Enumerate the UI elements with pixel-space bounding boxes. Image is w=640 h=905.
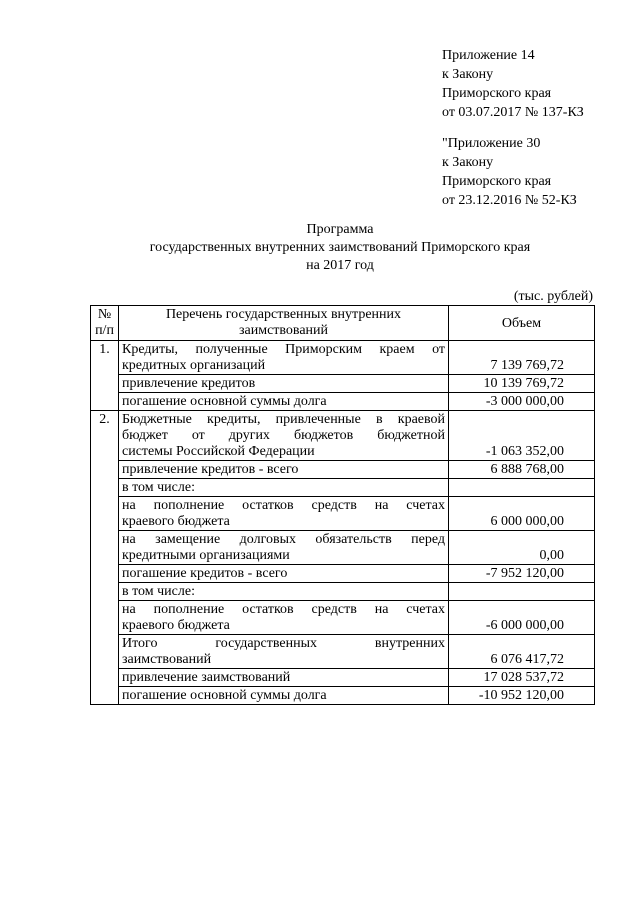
description-last-line: погашение основной суммы долга [122, 394, 327, 409]
annex-line: "Приложение 30 [442, 136, 541, 151]
description-last-line: погашение кредитов - всего [122, 566, 288, 581]
description-last-line: привлечение заимствований [122, 670, 291, 685]
annex-line: Приморского края [442, 86, 552, 101]
row-description [119, 497, 449, 531]
description-last-line: краевого бюджета [122, 618, 230, 633]
table-row [91, 375, 595, 393]
annex-line: к Закону [442, 155, 494, 170]
description-last-line: кредитными организациями [122, 548, 290, 563]
description-main: на замещение долговых обязательств перед [122, 532, 445, 547]
description-last-line: системы Российской Федерации [122, 444, 315, 459]
annex-line: от 03.07.2017 № 137-КЗ [442, 105, 584, 120]
row-description [119, 479, 449, 497]
row-amount [449, 583, 595, 601]
row-amount: -1 063 352,00 [449, 411, 595, 461]
description-last-line: в том числе: [122, 584, 195, 599]
row-amount: -10 952 120,00 [449, 687, 595, 705]
row-description [119, 375, 449, 393]
description-main: Кредиты, полученные Приморским краем от [122, 342, 445, 357]
description-last-line: привлечение кредитов [122, 376, 256, 391]
table-row [91, 461, 595, 479]
row-amount: 6 000 000,00 [449, 497, 595, 531]
row-description [119, 687, 449, 705]
annex-line: Приморского края [442, 174, 552, 189]
title-line: государственных внутренних заимствований Приморского края [149, 240, 531, 255]
row-amount: 6 076 417,72 [449, 635, 595, 669]
row-amount: 10 139 769,72 [449, 375, 595, 393]
row-description [119, 583, 449, 601]
description-last-line: погашение основной суммы долга [122, 688, 327, 703]
annex-line: от 23.12.2016 № 52-КЗ [442, 193, 577, 208]
row-description [119, 669, 449, 687]
title-line: Программа [306, 222, 374, 237]
table-row [91, 687, 595, 705]
table-row [91, 583, 595, 601]
table-row [91, 393, 595, 411]
row-amount: -6 000 000,00 [449, 601, 595, 635]
table-row [91, 411, 595, 461]
table-row [91, 497, 595, 531]
row-description [119, 635, 449, 669]
row-number: 2. [91, 411, 119, 705]
row-description [119, 531, 449, 565]
title-line: на 2017 год [306, 258, 374, 273]
description-last-line: кредитных организаций [122, 358, 266, 373]
annex-line: к Закону [442, 67, 494, 82]
description-last-line: заимствований [122, 652, 212, 667]
row-amount: 6 888 768,00 [449, 461, 595, 479]
table-row [91, 341, 595, 375]
table-header-row [91, 306, 595, 341]
row-description [119, 393, 449, 411]
table-row [91, 635, 595, 669]
row-description [119, 461, 449, 479]
annex-current-reference [442, 46, 584, 122]
table-row [91, 531, 595, 565]
description-main: на пополнение остатков средств на счетах [122, 602, 445, 617]
document-title [90, 221, 590, 275]
row-amount: 7 139 769,72 [449, 341, 595, 375]
row-amount: -3 000 000,00 [449, 393, 595, 411]
description-last-line: привлечение кредитов - всего [122, 462, 299, 477]
row-amount: 17 028 537,72 [449, 669, 595, 687]
row-description [119, 411, 449, 461]
borrowing-table [90, 305, 595, 705]
table-row [91, 565, 595, 583]
table-row [91, 601, 595, 635]
description-main: Бюджетные кредиты, привлеченные в краевой бюджет от других бюджетов бюджетной [122, 412, 445, 443]
description-last-line: краевого бюджета [122, 514, 230, 529]
row-amount: 0,00 [449, 531, 595, 565]
annex-line: Приложение 14 [442, 48, 535, 63]
header-number: № п/п [91, 306, 119, 341]
description-last-line: в том числе: [122, 480, 195, 495]
annex-previous-reference [442, 134, 577, 210]
row-description [119, 601, 449, 635]
row-description [119, 565, 449, 583]
header-name: Перечень государственных внутренних заимствований [119, 306, 449, 341]
row-amount [449, 479, 595, 497]
description-main: Итого государственных внутренних [122, 636, 445, 651]
row-description [119, 341, 449, 375]
row-amount: -7 952 120,00 [449, 565, 595, 583]
table-row [91, 479, 595, 497]
table-row [91, 669, 595, 687]
header-amount: Объем [449, 306, 595, 341]
units-label: (тыс. рублей) [513, 289, 593, 304]
row-number: 1. [91, 341, 119, 411]
description-main: на пополнение остатков средств на счетах [122, 498, 445, 513]
